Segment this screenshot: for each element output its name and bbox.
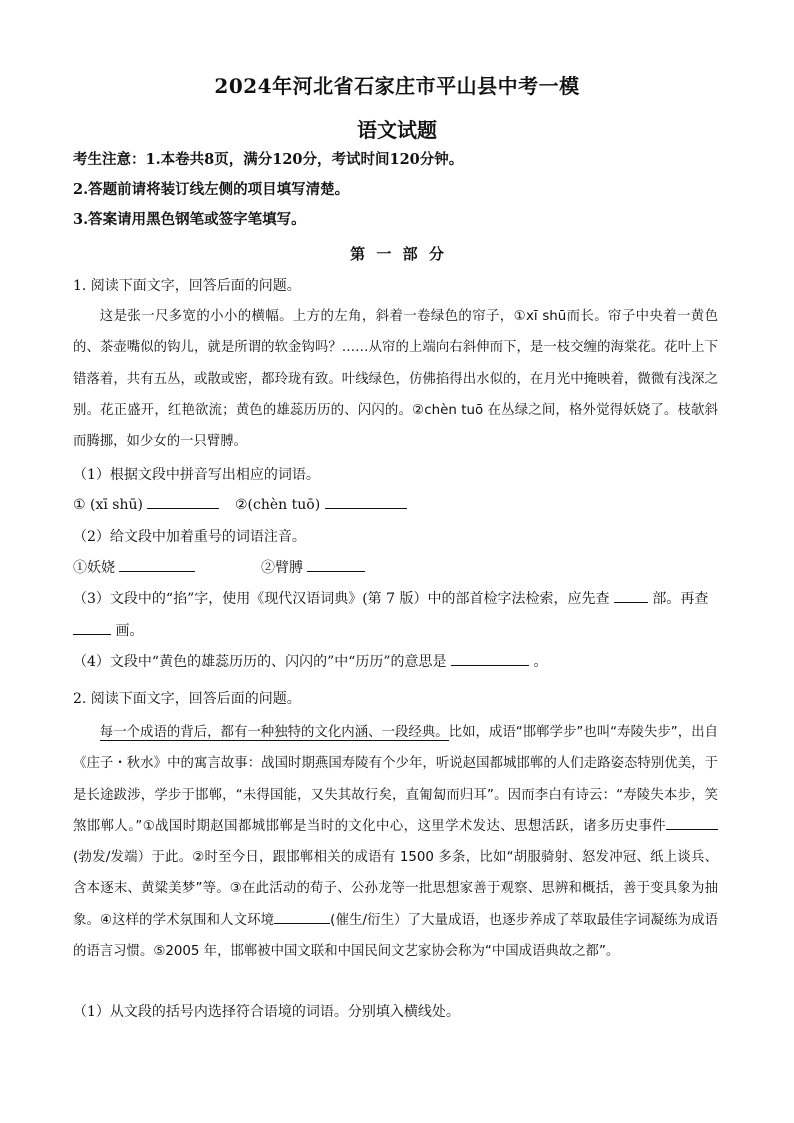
q1-sub1a-label: ① (xī shū) <box>73 497 143 513</box>
answer-blank-q2-1[interactable] <box>666 815 718 830</box>
q1-sub4b-text: 。 <box>533 654 548 670</box>
q1-sub2: （2）给文段中加着重号的词语注音。 <box>73 529 306 545</box>
note-1: 考生注意：1.本卷共8页，满分120分，考试时间120分钟。 <box>73 151 464 168</box>
q1-sub1-item-b <box>235 494 407 513</box>
q1-sub2-item-a <box>73 557 195 577</box>
q2-passage <box>73 717 718 967</box>
q1-sub2b-label: ②臂膊 <box>261 560 303 576</box>
answer-blank-2a[interactable] <box>119 557 195 572</box>
q2-lead-sentence: 每一个成语的背后，都有一种独特的文化内涵、一段经典。 <box>99 725 449 740</box>
q2-passage-c: (催生/衍生）了大量成语，也逐步养成了萃取最佳字词凝练为成语的语言习惯。⑤2005 年，邯郸被中国文联和中国民间文艺家协会称为“中国成语典故之都”。 <box>73 912 718 960</box>
answer-blank-1b[interactable] <box>325 494 407 509</box>
note-2: 2.答题前请将装订线左侧的项目填写清楚。 <box>73 181 350 198</box>
answer-blank-2b[interactable] <box>307 557 365 572</box>
answer-blank-q2-2[interactable] <box>274 909 330 924</box>
answer-blank-4[interactable] <box>451 651 529 666</box>
q2-stem: 2. 阅读下面文字，回答后面的问题。 <box>73 691 301 707</box>
answer-blank-3b[interactable] <box>73 620 111 635</box>
note-3: 3.答案请用黑色钢笔或签字笔填写。 <box>73 211 306 228</box>
q1-passage: 这是张一尺多宽的小小的横幅。上方的左角，斜着一卷绿色的帘子，①xī shū而长。帘子中央着一黄色的、茶壶嘴似的钩儿，就是所谓的软金钩吗？……从帘的上端向右斜伸而下，是一枝交缠的海棠花。花叶上下错落着，共有五丛，或散或密，都玲珑有致。叶线绿色，仿佛掐得出水似的，在月光中掩映着，微微有浅深之别。花正盛开，红艳欲流；黄色的雄蕊历历的、闪闪的。②chèn tuō 在丛绿之间，格外觉得妖娆了。枝欹斜而腾挪，如少女的一只臂膊。 <box>73 309 718 450</box>
answer-blank-3a[interactable] <box>614 588 648 603</box>
q1-sub1b-label: ②(chèn tuō) <box>235 497 321 513</box>
q1-sub3-line2 <box>73 620 143 640</box>
q1-sub3a-text: （3）文段中的“掐”字，使用《现代汉语词典》(第 7 版）中的部首检字法检索，应先查 <box>73 591 610 607</box>
q1-sub3b-text: 部。再查 <box>652 591 709 607</box>
q1-sub2a-label: ①妖娆 <box>73 560 115 576</box>
q1-sub4a-text: （4）文段中“黄色的雄蕊历历的、闪闪的”中“历历”的意思是 <box>73 654 447 670</box>
exam-title: 2024年河北省石家庄市平山县中考一模 <box>214 74 580 98</box>
q1-sub1: （1）根据文段中拼音写出相应的词语。 <box>73 467 320 483</box>
q1-sub1-item-a <box>73 494 219 513</box>
q1-sub3c-text: 画。 <box>115 623 144 639</box>
exam-subtitle: 语文试题 <box>357 118 437 142</box>
q2-passage-b: (勃发/发端）于此。②时至今日，跟邯郸相关的成语有 1500 多条，比如“胡服骑射、怒发冲冠、纸上谈兵、含本逐末、黄粱美梦”等。③在此活动的荀子、公孙龙等一批思想家善于观察、思辨和概括，善于变具象为抽象。④这样的学术氛围和人文环境 <box>73 850 718 928</box>
q2-passage-a: 比如，成语“邯郸学步”也叫“寿陵失步”，出自《庄子・秋水》中的寓言故事：战国时期燕国寿陵有个少年，听说赵国都城邯郸的人们走路姿态特别优美，于是长途跋涉，学步于邯郸，“未得国能，又失其故行矣，直匍匐而归耳”。因而李白有诗云：“寿陵失本步，笑煞邯郸人。”①战国时期赵国都城邯郸是当时的文化中心，这里学术发达、思想活跃，诸多历史事件 <box>73 725 719 834</box>
q1-sub3-line1 <box>73 588 708 608</box>
q1-sub2-item-b <box>261 557 365 577</box>
exam-notes <box>73 150 463 240</box>
q1-stem: 1. 阅读下面文字，回答后面的问题。 <box>73 278 301 294</box>
q1-sub4 <box>73 651 547 671</box>
answer-blank-1a[interactable] <box>147 494 219 509</box>
section-heading: 第 一 部 分 <box>350 245 444 263</box>
q2-sub1: （1）从文段的括号内选择符合语境的词语。分别填入横线处。 <box>73 1004 460 1020</box>
